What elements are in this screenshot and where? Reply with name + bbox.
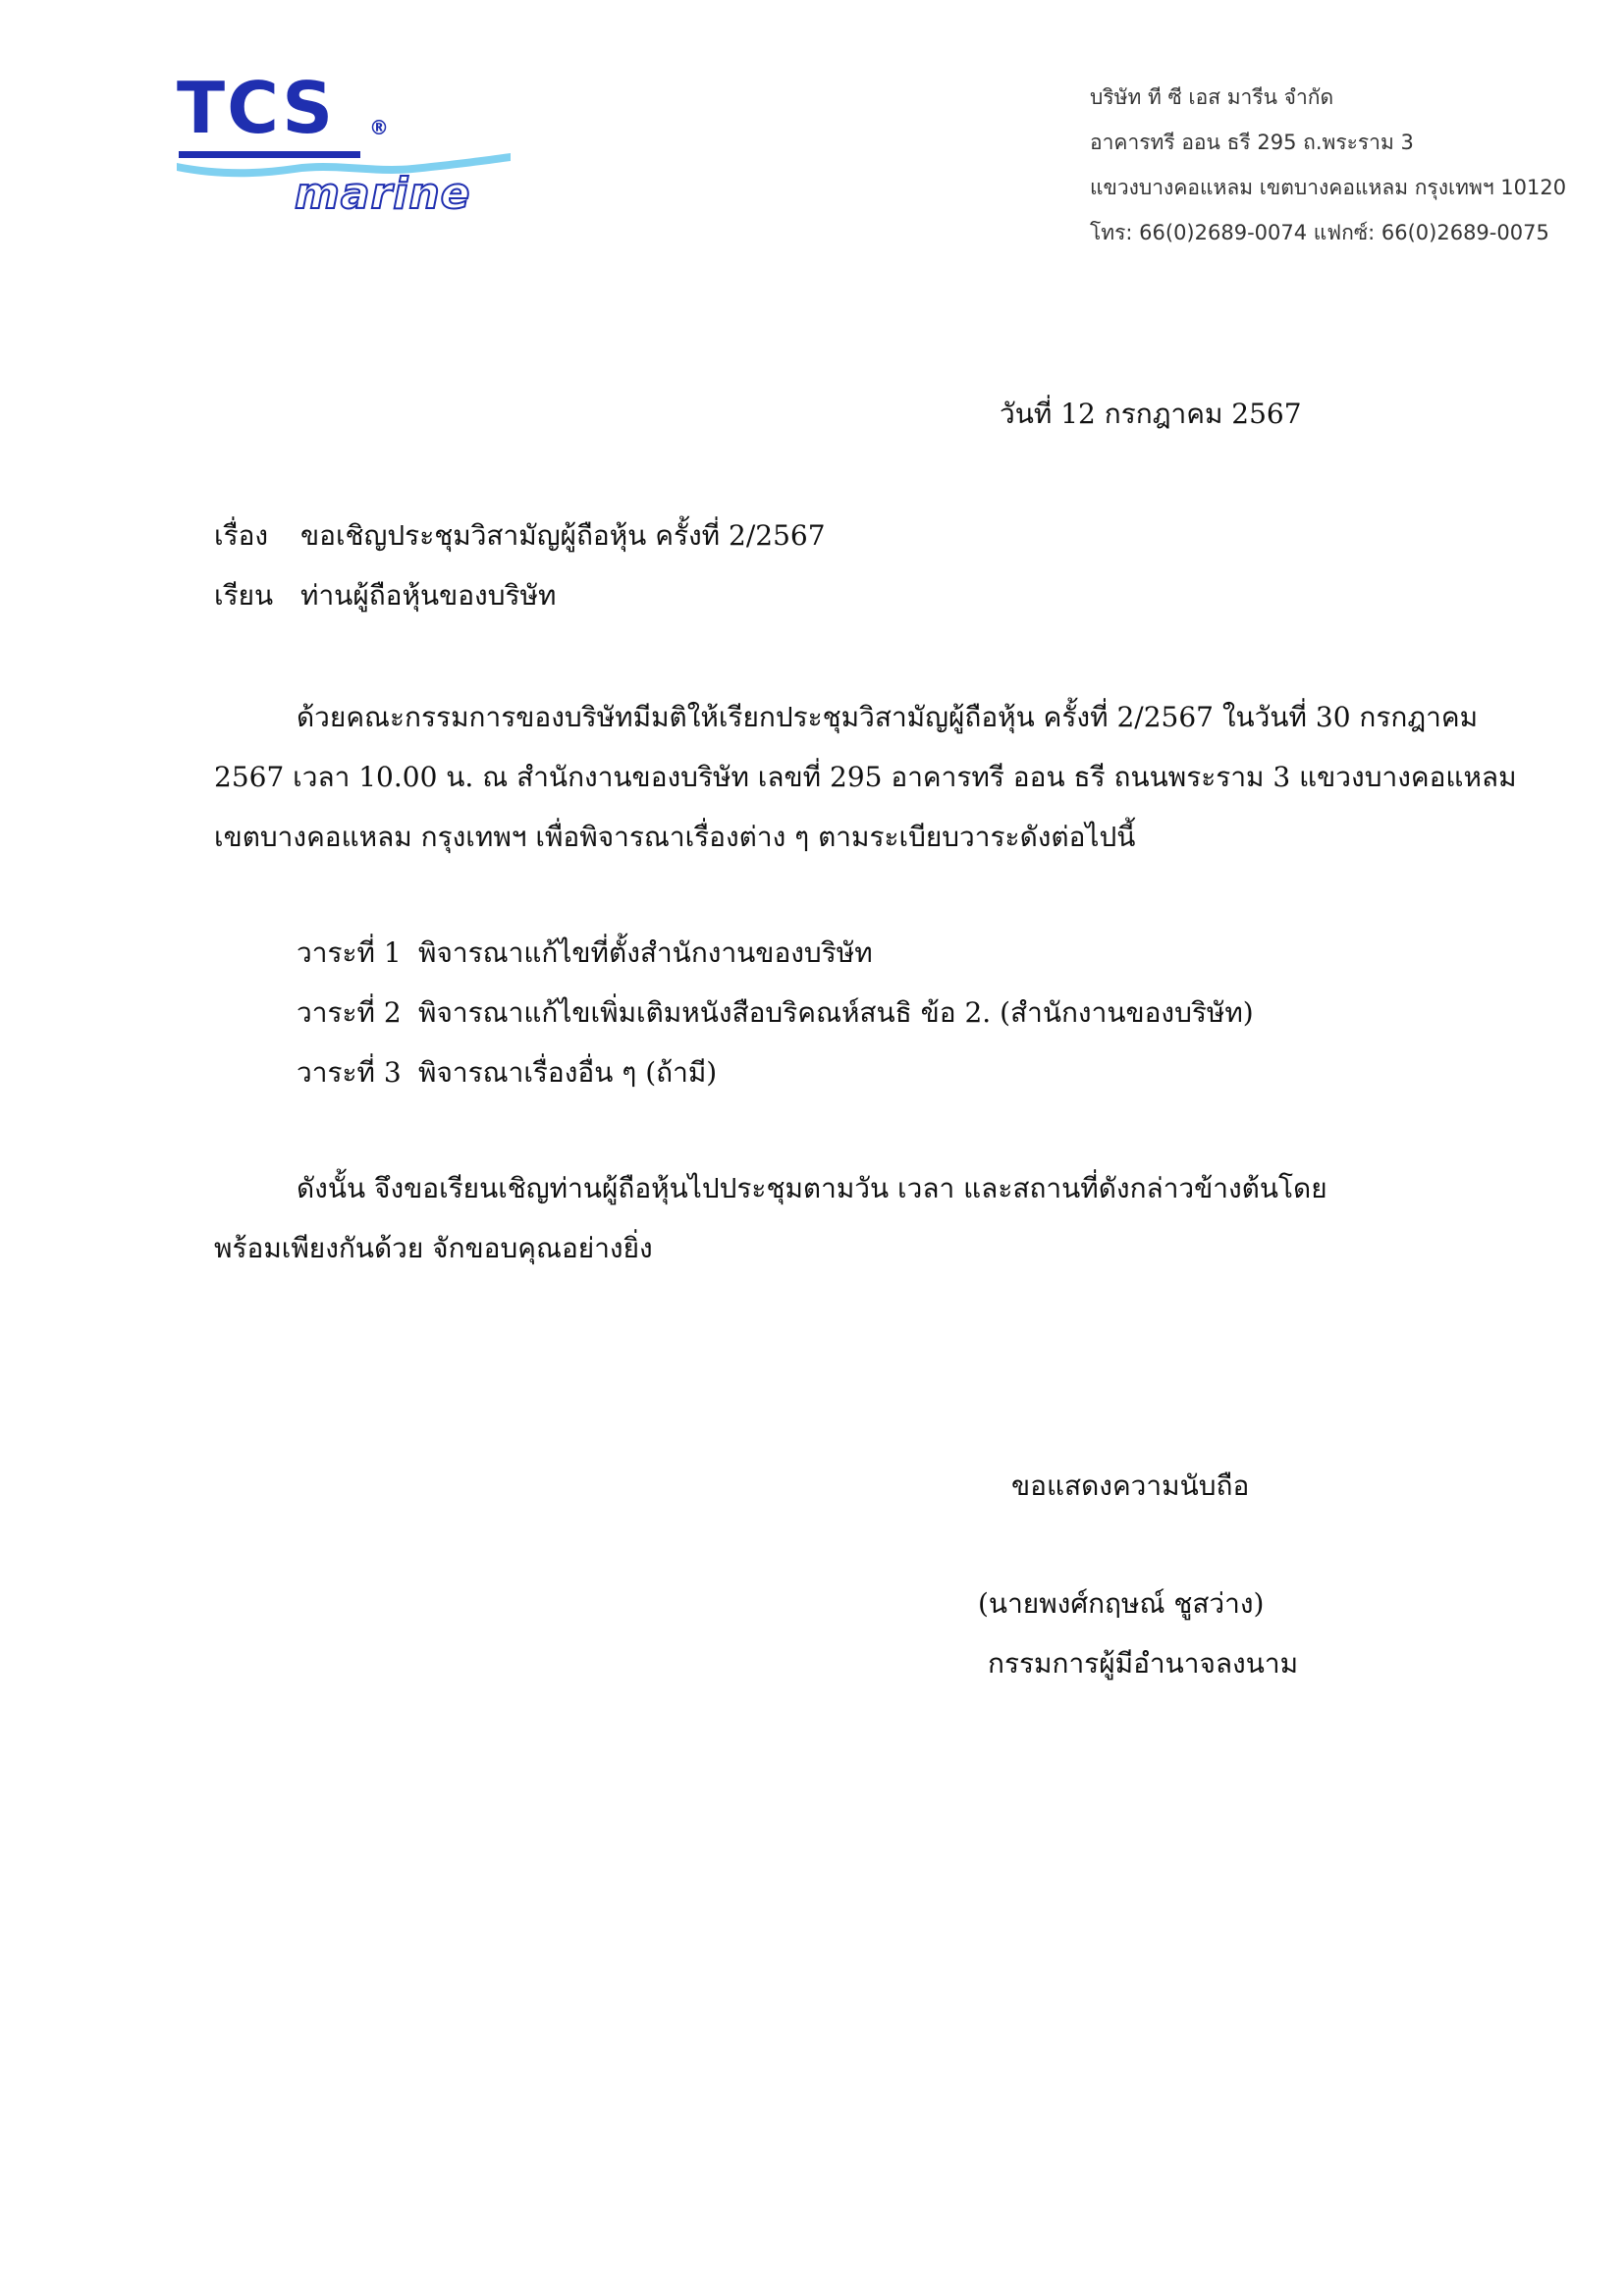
body-paragraph	[214, 687, 1517, 867]
logo-subtitle-text: marine	[295, 169, 471, 219]
signer-name: (นายพงศ์กฤษณ์ ชูสว่าง)	[978, 1587, 1265, 1620]
closing-line: ดังนั้น จึงขอเรียนเชิญท่านผู้ถือหุ้นไปประชุมตามวัน เวลา และสถานที่ดังกล่าวข้างต้นโดย	[297, 1172, 1327, 1204]
body-line: ด้วยคณะกรรมการของบริษัทมีมติให้เรียกประชุมวิสามัญผู้ถือหุ้น ครั้งที่ 2/2567 ในวันที่ 30 กรกฎาคม	[297, 701, 1479, 733]
agenda-number: วาระที่ 1	[297, 936, 402, 969]
agenda-list	[297, 923, 1254, 1102]
recipient-text: ท่านผู้ถือหุ้นของบริษัท	[300, 579, 557, 612]
registered-mark: ®	[369, 116, 389, 139]
logo-brand-text: TCS	[177, 67, 336, 149]
regards-text: ขอแสดงความนับถือ	[1011, 1469, 1250, 1502]
agenda-item	[297, 1042, 1254, 1102]
company-header	[1090, 75, 1566, 255]
agenda-item	[297, 983, 1254, 1042]
closing-paragraph	[214, 1158, 1479, 1278]
agenda-number: วาระที่ 3	[297, 1056, 402, 1089]
subject-label: เรื่อง	[214, 519, 269, 552]
body-line: 2567 เวลา 10.00 น. ณ สำนักงานของบริษัท เลขที่ 295 อาคารทรี ออน ธรี ถนนพระราม 3 แขวงบางคอแหลม	[214, 761, 1517, 793]
agenda-text: พิจารณาแก้ไขที่ตั้งสำนักงานของบริษัท	[418, 936, 873, 969]
company-contact: โทร: 66(0)2689-0074 แฟกซ์: 66(0)2689-0075	[1090, 221, 1549, 244]
company-name: บริษัท ที ซี เอส มารีน จำกัด	[1090, 85, 1334, 109]
agenda-text: พิจารณาแก้ไขเพิ่มเติมหนังสือบริคณห์สนธิ ข้อ 2. (สำนักงานของบริษัท)	[418, 996, 1254, 1029]
body-line: เขตบางคอแหลม กรุงเทพฯ เพื่อพิจารณาเรื่องต่าง ๆ ตามระเบียบวาระดังต่อไปนี้	[214, 821, 1136, 853]
company-logo	[177, 67, 511, 230]
letter-date: วันที่ 12 กรกฎาคม 2567	[1000, 398, 1302, 430]
company-address-line2: แขวงบางคอแหลม เขตบางคอแหลม กรุงเทพฯ 10120	[1090, 176, 1567, 199]
subject-text: ขอเชิญประชุมวิสามัญผู้ถือหุ้น ครั้งที่ 2/2567	[300, 519, 826, 552]
signer-title: กรรมการผู้มีอำนาจลงนาม	[988, 1647, 1299, 1680]
recipient-row	[214, 574, 556, 617]
recipient-label: เรียน	[214, 579, 274, 612]
subject-row	[214, 514, 826, 558]
agenda-item	[297, 923, 1254, 983]
agenda-number: วาระที่ 2	[297, 996, 402, 1029]
agenda-text: พิจารณาเรื่องอื่น ๆ (ถ้ามี)	[418, 1056, 718, 1089]
company-address-line1: อาคารทรี ออน ธรี 295 ถ.พระราม 3	[1090, 131, 1414, 154]
logo-underline	[179, 151, 360, 158]
closing-line: พร้อมเพียงกันด้วย จักขอบคุณอย่างยิ่ง	[214, 1232, 653, 1264]
